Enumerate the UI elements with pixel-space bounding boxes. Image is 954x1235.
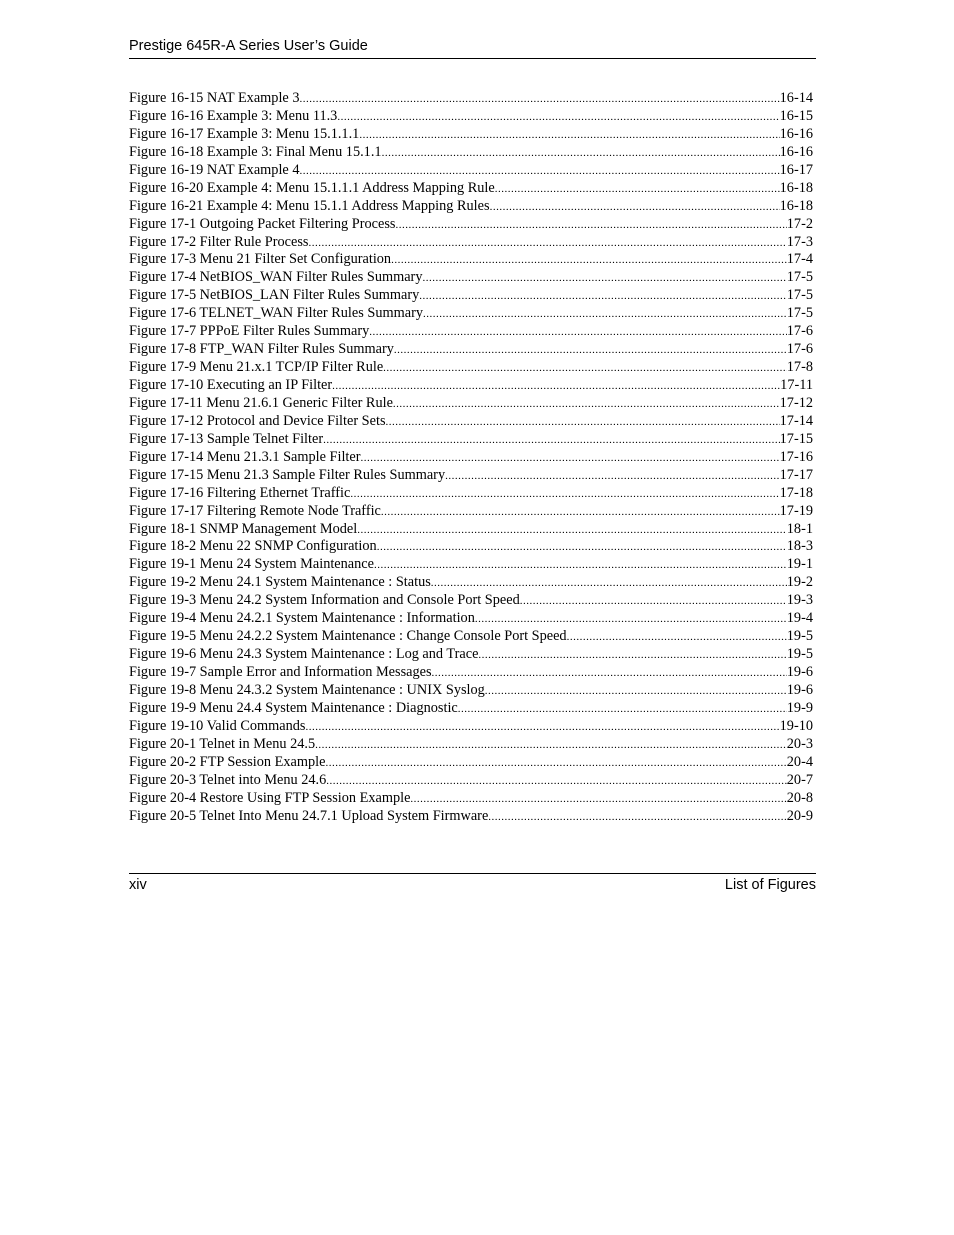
toc-entry-title[interactable]: Figure 16-20 Example 4: Menu 15.1.1.1 Address Mapping Rule	[129, 179, 495, 196]
toc-entry[interactable]	[129, 574, 813, 592]
toc-entry-title[interactable]: Figure 18-2 Menu 22 SNMP Configuration	[129, 538, 377, 555]
toc-dot-leader	[490, 198, 780, 216]
toc-entry[interactable]	[129, 449, 813, 467]
toc-entry[interactable]	[129, 521, 813, 539]
toc-dot-leader	[432, 664, 787, 682]
toc-dot-leader	[381, 503, 780, 521]
toc-entry-page[interactable]: 17-4	[786, 251, 813, 268]
toc-entry-title[interactable]: Figure 17-9 Menu 21.x.1 TCP/IP Filter Rule	[129, 359, 384, 376]
toc-dot-leader	[374, 556, 787, 574]
toc-entry-title[interactable]: Figure 20-5 Telnet Into Menu 24.7.1 Upload System Firmware	[129, 807, 489, 824]
toc-dot-leader	[325, 754, 786, 772]
toc-entry[interactable]	[129, 216, 813, 234]
toc-entry-page[interactable]: 18-3	[786, 538, 813, 555]
toc-dot-leader	[475, 610, 787, 628]
toc-entry-page[interactable]: 17-6	[786, 323, 813, 340]
toc-dot-leader	[495, 180, 780, 198]
toc-entry-page[interactable]: 16-18	[779, 179, 813, 196]
toc-entry-title[interactable]: Figure 19-10 Valid Commands	[129, 717, 306, 734]
toc-entry[interactable]	[129, 305, 813, 323]
toc-entry-title[interactable]: Figure 17-11 Menu 21.6.1 Generic Filter Rule	[129, 394, 393, 411]
toc-entry-title[interactable]: Figure 17-2 Filter Rule Process	[129, 233, 309, 250]
toc-dot-leader	[393, 395, 780, 413]
toc-entry-page[interactable]: 16-16	[779, 125, 813, 142]
toc-dot-leader	[309, 234, 787, 252]
toc-entry-title[interactable]: Figure 19-9 Menu 24.4 System Maintenance : Diagnostic	[129, 699, 458, 716]
toc-entry-title[interactable]: Figure 17-10 Executing an IP Filter	[129, 377, 333, 393]
toc-entry-title[interactable]: Figure 17-14 Menu 21.3.1 Sample Filter	[129, 448, 361, 465]
toc-entry-page[interactable]: 19-10	[779, 717, 813, 734]
document-title: Prestige 645R-A Series User’s Guide	[129, 38, 368, 54]
toc-entry[interactable]	[129, 323, 813, 341]
toc-dot-leader	[383, 359, 787, 377]
toc-entry-title[interactable]: Figure 17-8 FTP_WAN Filter Rules Summary	[129, 341, 394, 358]
toc-entry[interactable]	[129, 538, 813, 556]
toc-entry[interactable]	[129, 144, 813, 162]
toc-entry-title[interactable]: Figure 19-5 Menu 24.2.2 System Maintenance : Change Console Port Speed	[129, 628, 567, 645]
toc-entry-title[interactable]: Figure 17-16 Filtering Ethernet Traffic	[129, 484, 351, 501]
toc-entry-title[interactable]: Figure 19-4 Menu 24.2.1 System Maintenance : Information	[129, 610, 475, 627]
toc-entry-page[interactable]: 18-1	[786, 520, 813, 537]
toc-entry[interactable]	[129, 610, 813, 628]
toc-entry-title[interactable]: Figure 17-7 PPPoE Filter Rules Summary	[129, 323, 370, 340]
toc-entry-title[interactable]: Figure 18-1 SNMP Management Model	[129, 520, 358, 537]
toc-dot-leader	[323, 431, 780, 449]
toc-entry-title[interactable]: Figure 17-15 Menu 21.3 Sample Filter Rules Summary	[129, 466, 446, 483]
toc-entry[interactable]	[129, 664, 813, 682]
toc-entry-page[interactable]: 17-12	[779, 394, 813, 411]
toc-entry-title[interactable]: Figure 20-3 Telnet into Menu 24.6	[129, 771, 327, 788]
toc-entry-title[interactable]: Figure 19-7 Sample Error and Information Messages	[129, 664, 432, 680]
toc-entry-page[interactable]: 17-16	[779, 448, 813, 465]
toc-entry[interactable]	[129, 126, 813, 144]
toc-entry-page[interactable]: 17-15	[779, 430, 813, 447]
toc-entry-page[interactable]: 17-14	[779, 412, 813, 429]
toc-entry[interactable]	[129, 503, 813, 521]
toc-dot-leader	[350, 485, 779, 503]
toc-dot-leader	[478, 646, 786, 664]
toc-entry[interactable]	[129, 808, 813, 826]
toc-dot-leader	[485, 682, 787, 700]
toc-dot-leader	[391, 251, 787, 269]
toc-dot-leader	[377, 538, 787, 556]
toc-entry[interactable]	[129, 269, 813, 287]
toc-entry-page[interactable]: 16-15	[779, 107, 813, 124]
section-name: List of Figures	[724, 877, 816, 893]
toc-dot-leader	[326, 772, 787, 790]
toc-dot-leader	[299, 162, 779, 180]
toc-entry-title[interactable]: Figure 20-1 Telnet in Menu 24.5	[129, 735, 316, 752]
toc-entry-page[interactable]: 20-7	[786, 771, 813, 788]
toc-entry-page[interactable]: 17-8	[786, 359, 813, 376]
toc-entry-title[interactable]: Figure 17-13 Sample Telnet Filter	[129, 430, 324, 447]
toc-dot-leader	[419, 287, 786, 305]
toc-entry-title[interactable]: Figure 16-15 NAT Example 3	[129, 90, 300, 106]
toc-dot-leader	[520, 592, 787, 610]
toc-entry[interactable]	[129, 395, 813, 413]
toc-entry-page[interactable]: 17-17	[779, 466, 813, 483]
toc-entry-title[interactable]: Figure 19-8 Menu 24.3.2 System Maintenance : UNIX Syslog	[129, 681, 485, 698]
toc-entry[interactable]	[129, 251, 813, 269]
toc-dot-leader	[361, 449, 780, 467]
toc-dot-leader	[567, 628, 787, 646]
toc-entry-title[interactable]: Figure 16-19 NAT Example 4	[129, 161, 300, 178]
toc-entry-title[interactable]: Figure 17-17 Filtering Remote Node Traffic	[129, 502, 381, 519]
toc-dot-leader	[395, 216, 786, 234]
toc-entry-page[interactable]: 19-4	[786, 610, 813, 627]
toc-dot-leader	[369, 323, 787, 341]
toc-entry[interactable]	[129, 108, 813, 126]
toc-entry-page[interactable]: 19-9	[786, 699, 813, 716]
toc-entry[interactable]	[129, 431, 813, 449]
toc-entry[interactable]	[129, 413, 813, 431]
toc-entry[interactable]	[129, 467, 813, 485]
toc-dot-leader	[445, 467, 780, 485]
toc-entry-title[interactable]: Figure 20-2 FTP Session Example	[129, 753, 326, 770]
toc-entry[interactable]	[129, 377, 813, 395]
toc-entry-title[interactable]: Figure 17-12 Protocol and Device Filter Sets	[129, 412, 386, 429]
toc-entry-page[interactable]: 19-6	[786, 664, 813, 680]
toc-entry-title[interactable]: Figure 19-6 Menu 24.3 System Maintenance : Log and Trace	[129, 646, 479, 663]
toc-entry-title[interactable]: Figure 16-18 Example 3: Final Menu 15.1.1	[129, 143, 382, 160]
toc-entry[interactable]	[129, 790, 813, 808]
toc-dot-leader	[394, 341, 787, 359]
toc-dot-leader	[431, 574, 787, 592]
toc-entry[interactable]	[129, 646, 813, 664]
toc-entry-title[interactable]: Figure 17-5 NetBIOS_LAN Filter Rules Summary	[129, 287, 420, 304]
toc-entry[interactable]	[129, 700, 813, 718]
toc-entry-page[interactable]: 17-3	[786, 233, 813, 250]
toc-entry-title[interactable]: Figure 19-1 Menu 24 System Maintenance	[129, 556, 374, 573]
toc-dot-leader	[386, 413, 780, 431]
toc-entry-title[interactable]: Figure 16-21 Example 4: Menu 15.1.1 Address Mapping Rules	[129, 197, 490, 214]
toc-entry[interactable]	[129, 180, 813, 198]
toc-entry-page[interactable]: 17-2	[786, 215, 813, 232]
toc-entry-page[interactable]: 20-4	[786, 753, 813, 770]
toc-entry-title[interactable]: Figure 17-6 TELNET_WAN Filter Rules Summary	[129, 305, 423, 322]
toc-entry-title[interactable]: Figure 17-3 Menu 21 Filter Set Configuration	[129, 251, 392, 268]
toc-entry-page[interactable]: 17-5	[786, 287, 813, 304]
toc-entry[interactable]	[129, 287, 813, 305]
toc-entry-page[interactable]: 19-5	[786, 646, 813, 663]
toc-dot-leader	[299, 90, 779, 108]
toc-entry-page[interactable]: 20-9	[786, 807, 813, 824]
toc-entry-page[interactable]: 20-3	[786, 735, 813, 752]
toc-dot-leader	[332, 377, 780, 395]
toc-dot-leader	[305, 718, 779, 736]
toc-entry-page[interactable]: 16-17	[779, 161, 813, 178]
toc-entry-page[interactable]: 20-8	[786, 789, 813, 806]
toc-entry[interactable]	[129, 198, 813, 216]
toc-entry[interactable]	[129, 90, 813, 108]
toc-entry[interactable]	[129, 592, 813, 610]
toc-entry-title[interactable]: Figure 17-1 Outgoing Packet Filtering Process	[129, 215, 396, 232]
toc-entry-title[interactable]: Figure 20-4 Restore Using FTP Session Example	[129, 789, 411, 806]
toc-dot-leader	[382, 144, 780, 162]
toc-entry[interactable]	[129, 485, 813, 503]
toc-dot-leader	[488, 808, 786, 826]
toc-entry-page[interactable]: 17-18	[779, 484, 813, 501]
toc-entry[interactable]	[129, 754, 813, 772]
running-header	[129, 36, 816, 59]
toc-entry[interactable]	[129, 341, 813, 359]
toc-dot-leader	[423, 305, 787, 323]
toc-dot-leader	[410, 790, 786, 808]
running-footer	[129, 873, 816, 896]
toc-entry-page[interactable]: 16-18	[779, 197, 813, 214]
toc-entry-page[interactable]: 17-19	[779, 502, 813, 519]
page-number: xiv	[129, 877, 147, 893]
toc-entry[interactable]	[129, 628, 813, 646]
toc-entry-page[interactable]: 17-11	[780, 377, 813, 393]
toc-entry-title[interactable]: Figure 16-17 Example 3: Menu 15.1.1.1	[129, 125, 360, 142]
toc-entry-title[interactable]: Figure 19-3 Menu 24.2 System Information and Console Port Speed	[129, 592, 520, 609]
toc-entry-page[interactable]: 19-6	[786, 681, 813, 698]
toc-entry-page[interactable]: 17-6	[786, 341, 813, 358]
toc-entry-title[interactable]: Figure 16-16 Example 3: Menu 11.3	[129, 107, 338, 124]
toc-dot-leader	[359, 126, 779, 144]
toc-entry-page[interactable]: 19-5	[786, 628, 813, 645]
toc-entry-page[interactable]: 17-5	[786, 305, 813, 322]
toc-entry-page[interactable]: 16-16	[779, 143, 813, 160]
toc-entry-page[interactable]: 16-14	[779, 90, 813, 106]
toc-dot-leader	[357, 521, 787, 539]
toc-entry-title[interactable]: Figure 17-4 NetBIOS_WAN Filter Rules Summary	[129, 269, 423, 286]
toc-entry-title[interactable]: Figure 19-2 Menu 24.1 System Maintenance : Status	[129, 574, 431, 591]
toc-entry-page[interactable]: 19-1	[786, 556, 813, 573]
toc-entry[interactable]	[129, 772, 813, 790]
toc-entry-page[interactable]: 19-2	[786, 574, 813, 591]
toc-dot-leader	[422, 269, 786, 287]
toc-dot-leader	[315, 736, 787, 754]
toc-entry[interactable]	[129, 162, 813, 180]
list-of-figures	[129, 90, 813, 825]
toc-entry[interactable]	[129, 736, 813, 754]
toc-entry[interactable]	[129, 556, 813, 574]
toc-dot-leader	[458, 700, 787, 718]
toc-dot-leader	[337, 108, 779, 126]
toc-entry-page[interactable]: 17-5	[786, 269, 813, 286]
toc-entry[interactable]	[129, 718, 813, 736]
toc-entry[interactable]	[129, 359, 813, 377]
toc-entry[interactable]	[129, 682, 813, 700]
toc-entry[interactable]	[129, 234, 813, 252]
toc-entry-page[interactable]: 19-3	[786, 592, 813, 609]
